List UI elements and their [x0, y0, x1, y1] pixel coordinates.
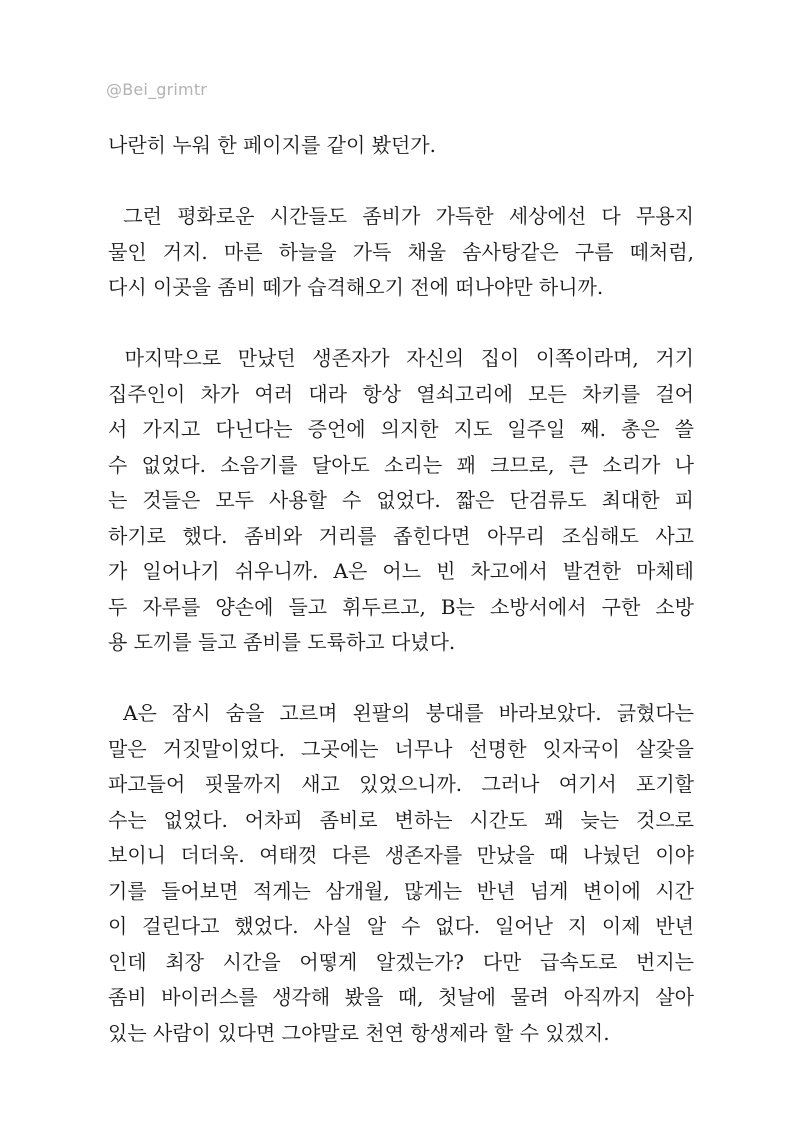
paragraph [108, 696, 694, 1051]
text-line: 집주인이 차가 여러 대라 항상 열쇠고리에 모든 차키를 걸어 [108, 381, 694, 406]
text-line: 좀비 바이러스를 생각해 봤을 때, 첫날에 물려 아직까지 살아 [108, 985, 694, 1009]
paragraph [108, 199, 694, 306]
text-line: 있는 사람이 있다면 그야말로 천연 항생제라 할 수 있겠지. [108, 1020, 610, 1045]
text-line: 하기로 했다. 좀비와 거리를 좁힌다면 아무리 조심해도 사고 [108, 523, 694, 548]
story-text [108, 128, 694, 1087]
text-line: 말은 거짓말이었다. 그곳에는 너무나 선명한 잇자국이 살갗을 [108, 736, 694, 761]
paragraph [108, 341, 694, 661]
text-line: 용 도끼를 들고 좀비를 도륙하고 다녔다. [108, 630, 456, 654]
text-line: 다시 이곳을 좀비 떼가 습격해오기 전에 떠나야만 하니까. [108, 275, 604, 299]
text-line: 물인 거지. 마른 하늘을 가득 채울 솜사탕같은 구름 떼처럼, [108, 239, 694, 264]
text-line: 는 것들은 모두 사용할 수 없었다. 짧은 단검류도 최대한 피 [108, 488, 694, 512]
text-line: A은 잠시 숨을 고르며 왼팔의 붕대를 바라보았다. 긁혔다는 [108, 701, 694, 725]
text-line: 보이니 더더욱. 여태껏 다른 생존자를 만났을 때 나눴던 이야 [108, 843, 694, 867]
text-line: 그런 평화로운 시간들도 좀비가 가득한 세상에선 다 무용지 [108, 204, 694, 228]
text-line: 파고들어 핏물까지 새고 있었으니까. 그러나 여기서 포기할 [108, 772, 694, 796]
text-line: 두 자루를 양손에 들고 휘두르고, B는 소방서에서 구한 소방 [108, 594, 694, 619]
text-line: 기를 들어보면 적게는 삼개월, 많게는 반년 넘게 변이에 시간 [108, 878, 694, 903]
text-line: 수는 없었다. 어차피 좀비로 변하는 시간도 꽤 늦는 것으로 [108, 807, 694, 832]
text-line: 인데 최장 시간을 어떻게 알겠는가? 다만 급속도로 번지는 [108, 949, 694, 974]
text-line: 나란히 누워 한 페이지를 같이 봤던가. [108, 133, 436, 157]
text-line: 마지막으로 만났던 생존자가 자신의 집이 이쪽이라며, 거기 [108, 346, 694, 370]
paragraph [108, 128, 694, 164]
author-watermark: @Bei_grimtr [106, 80, 208, 99]
text-line: 서 가지고 다닌다는 증언에 의지한 지도 일주일 째. 총은 쓸 [108, 417, 694, 441]
text-line: 가 일어나기 쉬우니까. A은 어느 빈 차고에서 발견한 마체테 [108, 559, 694, 583]
text-line: 수 없었다. 소음기를 달아도 소리는 꽤 크므로, 큰 소리가 나 [108, 452, 694, 477]
text-line: 이 걸린다고 했었다. 사실 알 수 없다. 일어난 지 이제 반년 [108, 914, 694, 938]
